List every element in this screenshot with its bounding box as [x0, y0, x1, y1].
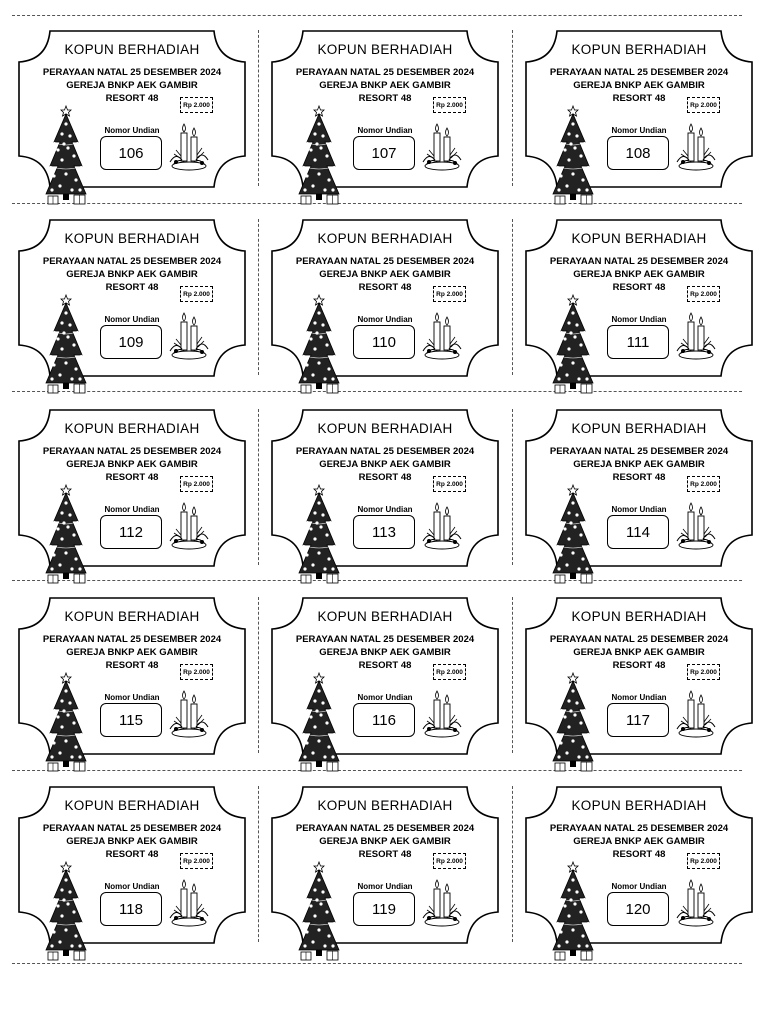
coupon-price: Rp 2.000	[687, 664, 720, 680]
coupon-resort: RESORT 48	[105, 472, 159, 483]
coupon-resort: RESORT 48	[358, 282, 412, 293]
number-label: Nomor Undian	[611, 505, 667, 514]
coupon-ticket	[271, 30, 499, 188]
number-label: Nomor Undian	[357, 315, 413, 324]
coupon-price: Rp 2.000	[687, 97, 720, 113]
lottery-number: 107	[353, 136, 415, 170]
coupon-resort: RESORT 48	[105, 660, 159, 671]
lottery-number: 115	[100, 703, 162, 737]
coupon-price: Rp 2.000	[687, 853, 720, 869]
coupon-price: Rp 2.000	[180, 286, 213, 302]
number-label: Nomor Undian	[357, 505, 413, 514]
lottery-number: 120	[607, 892, 669, 926]
coupon-church: GEREJA BNKP AEK GAMBIR	[319, 836, 451, 847]
coupon-church: GEREJA BNKP AEK GAMBIR	[319, 269, 451, 280]
coupon-resort: RESORT 48	[612, 660, 666, 671]
coupon-ticket	[18, 219, 246, 377]
coupon-event: PERAYAAN NATAL 25 DESEMBER 2024	[42, 823, 222, 834]
lottery-number: 118	[100, 892, 162, 926]
cut-line-vertical	[258, 219, 259, 375]
coupon-resort: RESORT 48	[612, 93, 666, 104]
coupon-price: Rp 2.000	[433, 664, 466, 680]
candles-icon	[168, 501, 210, 556]
christmas-tree-icon	[44, 483, 88, 590]
lottery-number: 119	[353, 892, 415, 926]
coupon-ticket	[525, 409, 753, 567]
coupon-event: PERAYAAN NATAL 25 DESEMBER 2024	[42, 67, 222, 78]
christmas-tree-icon	[297, 671, 341, 778]
candles-icon	[168, 311, 210, 366]
christmas-tree-icon	[44, 104, 88, 211]
candles-icon	[168, 878, 210, 933]
coupon-ticket	[18, 597, 246, 755]
coupon-title: KOPUN BERHADIAH	[64, 42, 200, 57]
number-label: Nomor Undian	[611, 693, 667, 702]
coupon-resort: RESORT 48	[612, 849, 666, 860]
cut-line-vertical	[512, 597, 513, 753]
coupon-event: PERAYAAN NATAL 25 DESEMBER 2024	[295, 67, 475, 78]
coupon-church: GEREJA BNKP AEK GAMBIR	[66, 80, 198, 91]
cut-line-vertical	[512, 30, 513, 186]
coupon-ticket	[525, 30, 753, 188]
cut-line-horizontal	[12, 963, 742, 964]
coupon-price: Rp 2.000	[180, 476, 213, 492]
cut-line-horizontal	[12, 203, 742, 204]
coupon-event: PERAYAAN NATAL 25 DESEMBER 2024	[295, 823, 475, 834]
coupon-ticket	[18, 786, 246, 944]
cut-line-vertical	[258, 786, 259, 942]
cut-line-vertical	[512, 786, 513, 942]
coupon-event: PERAYAAN NATAL 25 DESEMBER 2024	[549, 67, 729, 78]
coupon-church: GEREJA BNKP AEK GAMBIR	[573, 80, 705, 91]
number-label: Nomor Undian	[357, 126, 413, 135]
number-label: Nomor Undian	[357, 882, 413, 891]
number-label: Nomor Undian	[104, 315, 160, 324]
coupon-price: Rp 2.000	[433, 286, 466, 302]
coupon-event: PERAYAAN NATAL 25 DESEMBER 2024	[549, 823, 729, 834]
coupon-event: PERAYAAN NATAL 25 DESEMBER 2024	[42, 446, 222, 457]
coupon-event: PERAYAAN NATAL 25 DESEMBER 2024	[295, 634, 475, 645]
coupon-price: Rp 2.000	[433, 476, 466, 492]
coupon-resort: RESORT 48	[105, 93, 159, 104]
cut-line-vertical	[258, 409, 259, 565]
christmas-tree-icon	[297, 293, 341, 400]
christmas-tree-icon	[44, 293, 88, 400]
number-label: Nomor Undian	[357, 693, 413, 702]
candles-icon	[675, 878, 717, 933]
coupon-event: PERAYAAN NATAL 25 DESEMBER 2024	[549, 446, 729, 457]
coupon-resort: RESORT 48	[105, 849, 159, 860]
coupon-title: KOPUN BERHADIAH	[317, 609, 453, 624]
coupon-resort: RESORT 48	[358, 93, 412, 104]
christmas-tree-icon	[551, 104, 595, 211]
candles-icon	[675, 122, 717, 177]
coupon-title: KOPUN BERHADIAH	[64, 798, 200, 813]
coupon-title: KOPUN BERHADIAH	[64, 421, 200, 436]
number-label: Nomor Undian	[104, 882, 160, 891]
lottery-number: 114	[607, 515, 669, 549]
candles-icon	[675, 311, 717, 366]
coupon-church: GEREJA BNKP AEK GAMBIR	[573, 459, 705, 470]
candles-icon	[168, 689, 210, 744]
lottery-number: 112	[100, 515, 162, 549]
coupon-title: KOPUN BERHADIAH	[571, 231, 707, 246]
cut-line-horizontal	[12, 391, 742, 392]
candles-icon	[421, 878, 463, 933]
coupon-church: GEREJA BNKP AEK GAMBIR	[66, 836, 198, 847]
lottery-number: 111	[607, 325, 669, 359]
coupon-event: PERAYAAN NATAL 25 DESEMBER 2024	[295, 256, 475, 267]
cut-line-horizontal	[12, 580, 742, 581]
coupon-church: GEREJA BNKP AEK GAMBIR	[319, 459, 451, 470]
coupon-title: KOPUN BERHADIAH	[317, 231, 453, 246]
number-label: Nomor Undian	[611, 882, 667, 891]
christmas-tree-icon	[297, 860, 341, 967]
coupon-resort: RESORT 48	[612, 282, 666, 293]
christmas-tree-icon	[297, 483, 341, 590]
lottery-number: 109	[100, 325, 162, 359]
cut-line-vertical	[512, 409, 513, 565]
coupon-ticket	[271, 219, 499, 377]
christmas-tree-icon	[551, 293, 595, 400]
coupon-ticket	[271, 786, 499, 944]
candles-icon	[168, 122, 210, 177]
cut-line-vertical	[258, 30, 259, 186]
coupon-ticket	[18, 30, 246, 188]
coupon-price: Rp 2.000	[687, 286, 720, 302]
coupon-event: PERAYAAN NATAL 25 DESEMBER 2024	[549, 256, 729, 267]
coupon-church: GEREJA BNKP AEK GAMBIR	[319, 647, 451, 658]
candles-icon	[421, 311, 463, 366]
lottery-number: 110	[353, 325, 415, 359]
coupon-ticket	[271, 597, 499, 755]
coupon-title: KOPUN BERHADIAH	[317, 798, 453, 813]
coupon-event: PERAYAAN NATAL 25 DESEMBER 2024	[295, 446, 475, 457]
number-label: Nomor Undian	[611, 315, 667, 324]
christmas-tree-icon	[551, 860, 595, 967]
lottery-number: 113	[353, 515, 415, 549]
coupon-event: PERAYAAN NATAL 25 DESEMBER 2024	[42, 634, 222, 645]
coupon-title: KOPUN BERHADIAH	[317, 42, 453, 57]
coupon-price: Rp 2.000	[180, 853, 213, 869]
coupon-event: PERAYAAN NATAL 25 DESEMBER 2024	[549, 634, 729, 645]
coupon-ticket	[525, 597, 753, 755]
lottery-number: 116	[353, 703, 415, 737]
lottery-number: 108	[607, 136, 669, 170]
christmas-tree-icon	[551, 671, 595, 778]
coupon-title: KOPUN BERHADIAH	[571, 609, 707, 624]
number-label: Nomor Undian	[104, 126, 160, 135]
candles-icon	[421, 689, 463, 744]
coupon-price: Rp 2.000	[180, 664, 213, 680]
candles-icon	[421, 122, 463, 177]
coupon-title: KOPUN BERHADIAH	[571, 42, 707, 57]
christmas-tree-icon	[44, 671, 88, 778]
coupon-resort: RESORT 48	[358, 849, 412, 860]
coupon-ticket	[271, 409, 499, 567]
coupon-title: KOPUN BERHADIAH	[317, 421, 453, 436]
coupon-resort: RESORT 48	[105, 282, 159, 293]
candles-icon	[675, 501, 717, 556]
christmas-tree-icon	[44, 860, 88, 967]
cut-line-horizontal	[12, 15, 742, 16]
coupon-resort: RESORT 48	[358, 472, 412, 483]
coupon-ticket	[18, 409, 246, 567]
coupon-church: GEREJA BNKP AEK GAMBIR	[573, 647, 705, 658]
coupon-price: Rp 2.000	[687, 476, 720, 492]
cut-line-horizontal	[12, 770, 742, 771]
coupon-resort: RESORT 48	[358, 660, 412, 671]
coupon-title: KOPUN BERHADIAH	[64, 609, 200, 624]
coupon-price: Rp 2.000	[180, 97, 213, 113]
coupon-ticket	[525, 219, 753, 377]
cut-line-vertical	[512, 219, 513, 375]
coupon-title: KOPUN BERHADIAH	[571, 798, 707, 813]
coupon-price: Rp 2.000	[433, 853, 466, 869]
coupon-resort: RESORT 48	[612, 472, 666, 483]
coupon-ticket	[525, 786, 753, 944]
coupon-church: GEREJA BNKP AEK GAMBIR	[573, 269, 705, 280]
christmas-tree-icon	[551, 483, 595, 590]
number-label: Nomor Undian	[104, 693, 160, 702]
coupon-church: GEREJA BNKP AEK GAMBIR	[66, 269, 198, 280]
number-label: Nomor Undian	[104, 505, 160, 514]
lottery-number: 106	[100, 136, 162, 170]
number-label: Nomor Undian	[611, 126, 667, 135]
coupon-event: PERAYAAN NATAL 25 DESEMBER 2024	[42, 256, 222, 267]
coupon-title: KOPUN BERHADIAH	[571, 421, 707, 436]
coupon-church: GEREJA BNKP AEK GAMBIR	[66, 459, 198, 470]
cut-line-vertical	[258, 597, 259, 753]
lottery-number: 117	[607, 703, 669, 737]
candles-icon	[675, 689, 717, 744]
coupon-church: GEREJA BNKP AEK GAMBIR	[66, 647, 198, 658]
coupon-price: Rp 2.000	[433, 97, 466, 113]
coupon-church: GEREJA BNKP AEK GAMBIR	[319, 80, 451, 91]
candles-icon	[421, 501, 463, 556]
coupon-church: GEREJA BNKP AEK GAMBIR	[573, 836, 705, 847]
coupon-title: KOPUN BERHADIAH	[64, 231, 200, 246]
christmas-tree-icon	[297, 104, 341, 211]
